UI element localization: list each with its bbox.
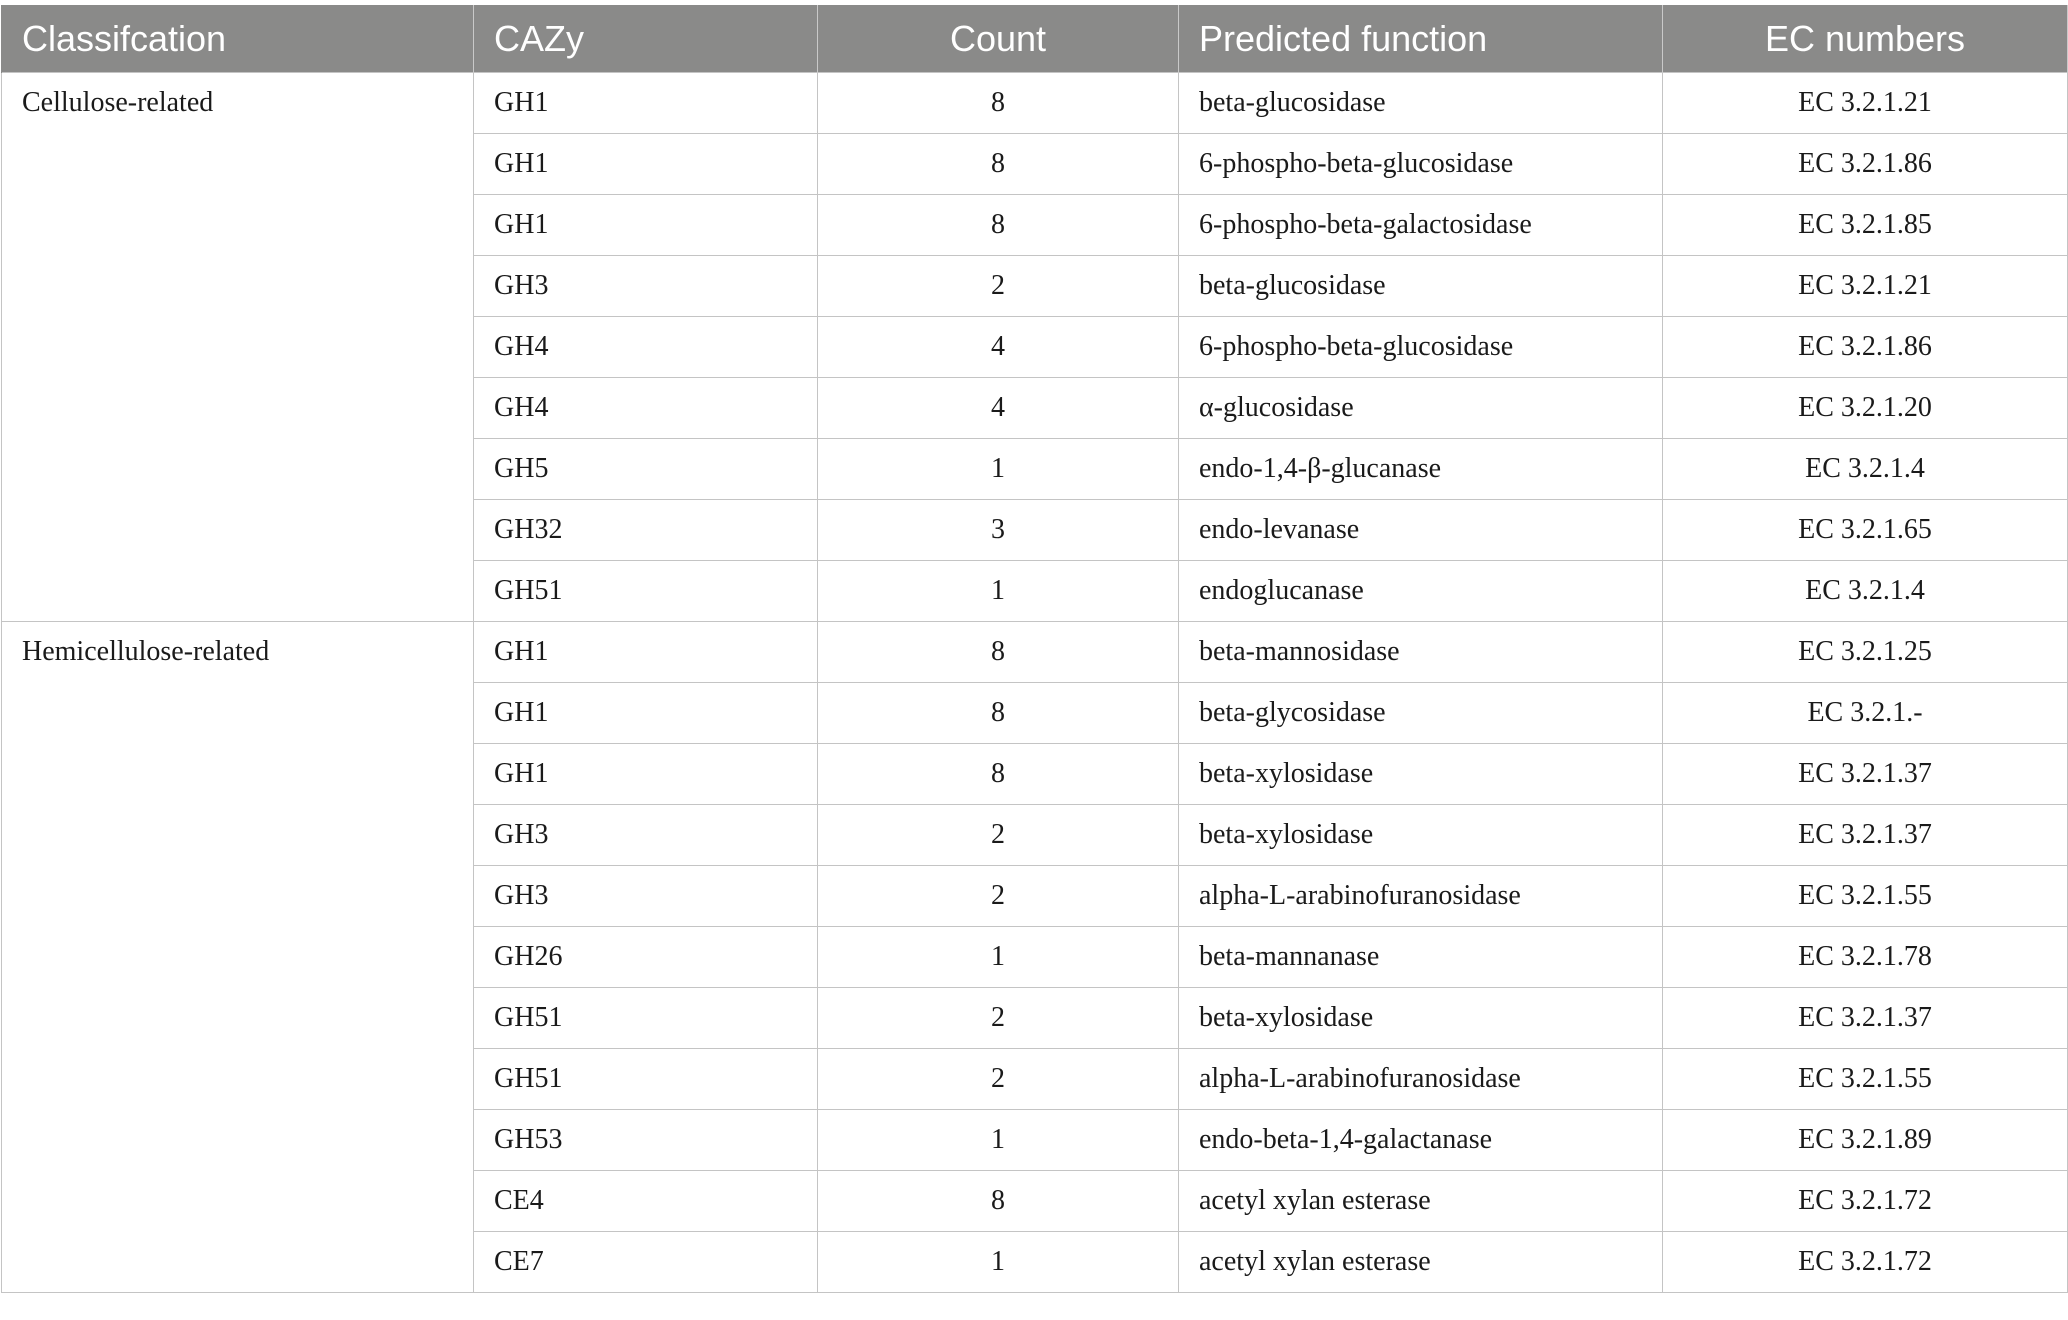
- ec-number-cell: EC 3.2.1.20: [1663, 378, 2068, 439]
- count-cell: 8: [818, 744, 1179, 805]
- predicted-function-cell: endo-1,4-β-glucanase: [1179, 439, 1663, 500]
- cazy-cell: GH3: [474, 866, 818, 927]
- ec-number-cell: EC 3.2.1.21: [1663, 73, 2068, 134]
- cazy-cell: GH5: [474, 439, 818, 500]
- ec-number-cell: EC 3.2.1.37: [1663, 988, 2068, 1049]
- predicted-function-cell: beta-glycosidase: [1179, 683, 1663, 744]
- count-cell: 1: [818, 1110, 1179, 1171]
- count-cell: 1: [818, 561, 1179, 622]
- predicted-function-cell: beta-mannanase: [1179, 927, 1663, 988]
- cazy-table: [1, 5, 2068, 1293]
- cazy-cell: CE4: [474, 1171, 818, 1232]
- cazy-cell: CE7: [474, 1232, 818, 1293]
- predicted-function-cell: beta-xylosidase: [1179, 805, 1663, 866]
- predicted-function-cell: 6-phospho-beta-glucosidase: [1179, 134, 1663, 195]
- ec-number-cell: EC 3.2.1.25: [1663, 622, 2068, 683]
- count-cell: 2: [818, 988, 1179, 1049]
- count-cell: 8: [818, 195, 1179, 256]
- count-cell: 8: [818, 134, 1179, 195]
- predicted-function-cell: beta-glucosidase: [1179, 256, 1663, 317]
- header-ec-numbers: EC numbers: [1663, 5, 2068, 73]
- header-row: [2, 5, 2068, 73]
- cazy-cell: GH51: [474, 1049, 818, 1110]
- classification-cell: Hemicellulose-related: [2, 622, 474, 1293]
- cazy-cell: GH1: [474, 134, 818, 195]
- header-classification: Classifcation: [2, 5, 474, 73]
- cazy-cell: GH53: [474, 1110, 818, 1171]
- count-cell: 8: [818, 1171, 1179, 1232]
- count-cell: 1: [818, 1232, 1179, 1293]
- predicted-function-cell: beta-glucosidase: [1179, 73, 1663, 134]
- ec-number-cell: EC 3.2.1.21: [1663, 256, 2068, 317]
- cazy-cell: GH32: [474, 500, 818, 561]
- ec-number-cell: EC 3.2.1.72: [1663, 1232, 2068, 1293]
- ec-number-cell: EC 3.2.1.78: [1663, 927, 2068, 988]
- count-cell: 2: [818, 1049, 1179, 1110]
- ec-number-cell: EC 3.2.1.55: [1663, 1049, 2068, 1110]
- count-cell: 2: [818, 805, 1179, 866]
- ec-number-cell: EC 3.2.1.55: [1663, 866, 2068, 927]
- cazy-cell: GH1: [474, 622, 818, 683]
- ec-number-cell: EC 3.2.1.65: [1663, 500, 2068, 561]
- predicted-function-cell: alpha-L-arabinofuranosidase: [1179, 1049, 1663, 1110]
- cazy-cell: GH26: [474, 927, 818, 988]
- table-body: [2, 73, 2068, 1293]
- ec-number-cell: EC 3.2.1.37: [1663, 744, 2068, 805]
- ec-number-cell: EC 3.2.1.86: [1663, 134, 2068, 195]
- count-cell: 8: [818, 73, 1179, 134]
- cazy-cell: GH3: [474, 256, 818, 317]
- cazy-cell: GH1: [474, 683, 818, 744]
- cazy-cell: GH51: [474, 988, 818, 1049]
- predicted-function-cell: beta-mannosidase: [1179, 622, 1663, 683]
- cazy-cell: GH1: [474, 744, 818, 805]
- count-cell: 3: [818, 500, 1179, 561]
- ec-number-cell: EC 3.2.1.72: [1663, 1171, 2068, 1232]
- predicted-function-cell: α-glucosidase: [1179, 378, 1663, 439]
- cazy-cell: GH3: [474, 805, 818, 866]
- table-row: [2, 622, 2068, 683]
- count-cell: 8: [818, 622, 1179, 683]
- predicted-function-cell: endoglucanase: [1179, 561, 1663, 622]
- table-row: [2, 73, 2068, 134]
- count-cell: 4: [818, 378, 1179, 439]
- count-cell: 2: [818, 866, 1179, 927]
- predicted-function-cell: endo-beta-1,4-galactanase: [1179, 1110, 1663, 1171]
- count-cell: 4: [818, 317, 1179, 378]
- header-predicted-function: Predicted function: [1179, 5, 1663, 73]
- count-cell: 2: [818, 256, 1179, 317]
- predicted-function-cell: alpha-L-arabinofuranosidase: [1179, 866, 1663, 927]
- ec-number-cell: EC 3.2.1.-: [1663, 683, 2068, 744]
- header-count: Count: [818, 5, 1179, 73]
- ec-number-cell: EC 3.2.1.4: [1663, 439, 2068, 500]
- cazy-cell: GH51: [474, 561, 818, 622]
- predicted-function-cell: acetyl xylan esterase: [1179, 1232, 1663, 1293]
- count-cell: 1: [818, 927, 1179, 988]
- count-cell: 1: [818, 439, 1179, 500]
- cazy-cell: GH1: [474, 195, 818, 256]
- predicted-function-cell: beta-xylosidase: [1179, 988, 1663, 1049]
- ec-number-cell: EC 3.2.1.4: [1663, 561, 2068, 622]
- classification-cell: Cellulose-related: [2, 73, 474, 622]
- predicted-function-cell: 6-phospho-beta-galactosidase: [1179, 195, 1663, 256]
- ec-number-cell: EC 3.2.1.37: [1663, 805, 2068, 866]
- predicted-function-cell: beta-xylosidase: [1179, 744, 1663, 805]
- cazy-cell: GH4: [474, 378, 818, 439]
- ec-number-cell: EC 3.2.1.86: [1663, 317, 2068, 378]
- predicted-function-cell: 6-phospho-beta-glucosidase: [1179, 317, 1663, 378]
- count-cell: 8: [818, 683, 1179, 744]
- ec-number-cell: EC 3.2.1.85: [1663, 195, 2068, 256]
- cazy-cell: GH1: [474, 73, 818, 134]
- cazy-cell: GH4: [474, 317, 818, 378]
- table-header: [2, 5, 2068, 73]
- predicted-function-cell: endo-levanase: [1179, 500, 1663, 561]
- ec-number-cell: EC 3.2.1.89: [1663, 1110, 2068, 1171]
- predicted-function-cell: acetyl xylan esterase: [1179, 1171, 1663, 1232]
- header-cazy: CAZy: [474, 5, 818, 73]
